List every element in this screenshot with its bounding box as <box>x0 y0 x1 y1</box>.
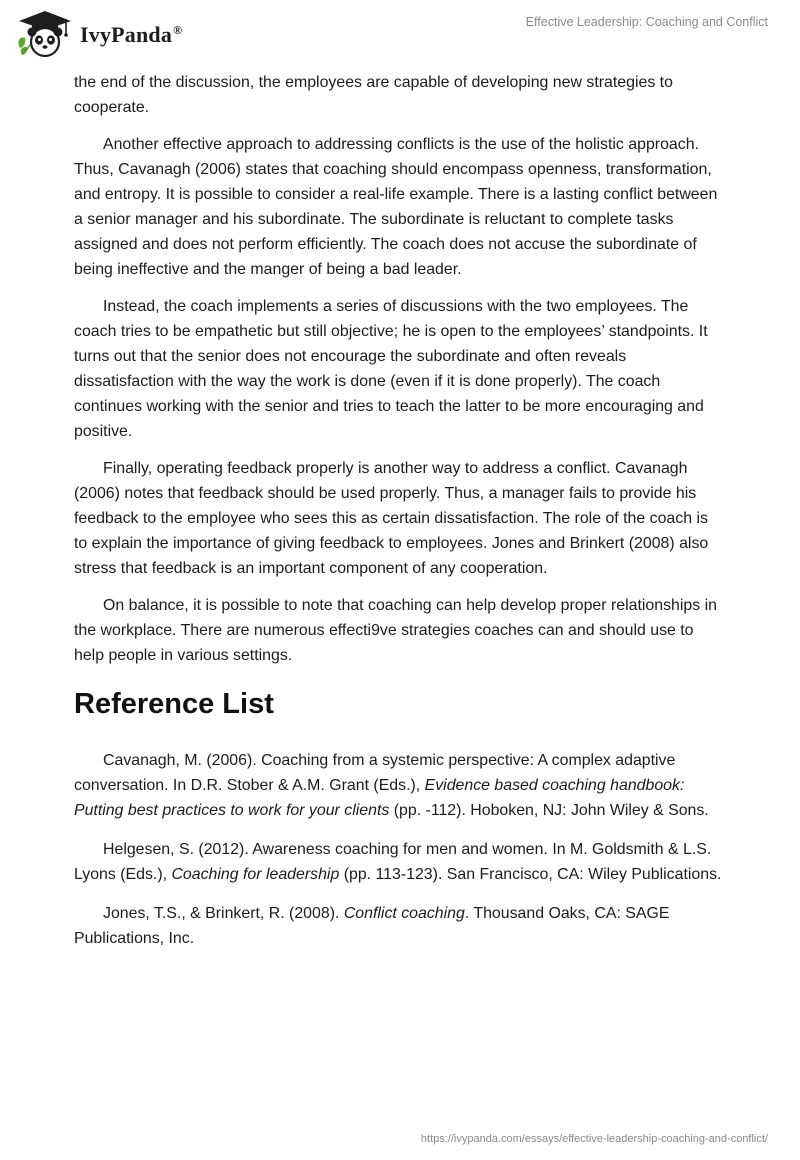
panda-graduate-icon <box>16 8 74 58</box>
body-paragraph: Another effective approach to addressing conflicts is the use of the holistic approach. Thus, Cavanagh (2006) states that coaching should encompass openness, transformation, and entropy. It is possible to consider a real-life example. There is a lasting conflict between a senior manager and his subordinate. The subordinate is reluctant to complete tasks assigned and does not perform efficiently. The coach does not accuse the subordinate of being ineffective and the manger of being a bad leader. <box>74 136 718 278</box>
source-url[interactable]: https://ivypanda.com/essays/effective-leadership-coaching-and-conflict/ <box>420 1133 768 1145</box>
reference-text: Helgesen, S. (2012). Awareness coaching for men and women. In M. Goldsmith & L.S. Lyons (Eds.), <box>74 841 712 883</box>
running-title: Effective Leadership: Coaching and Conflict <box>525 15 768 29</box>
reference-text: (pp. 113-123). San Francisco, CA: Wiley Publications. <box>339 866 722 883</box>
brand-name: IvyPanda® <box>80 22 183 47</box>
reference-text: (pp. -112). Hoboken, NJ: John Wiley & Sons. <box>389 802 709 819</box>
essay-content <box>74 70 724 965</box>
body-paragraph: Instead, the coach implements a series of discussions with the two employees. The coach tries to be empathetic but still objective; he is open to the employees’ standpoints. It turns out that the senior does not encourage the subordinate and often reveals dissatisfaction with the way the work is done (even if it is done properly). The coach continues working with the senior and tries to teach the latter to be more encouraging and positive. <box>74 298 708 440</box>
body-paragraph: On balance, it is possible to note that coaching can help develop proper relationships in the workplace. There are numerous effecti9ve strategies coaches can and should use to help people in various settings. <box>74 597 717 664</box>
reference-text: . Thousand Oaks, CA: SAGE Publications, Inc. <box>74 905 670 947</box>
page-header <box>0 0 800 70</box>
reference-title: Conflict coaching <box>343 905 465 922</box>
reference-text: Cavanagh, M. (2006). Coaching from a systemic perspective: A complex adaptive conversation. In D.R. Stober & A.M. Grant (Eds.), <box>74 752 676 794</box>
reference-text: Jones, T.S., & Brinkert, R. (2008). <box>103 905 344 922</box>
reference-entry <box>74 748 724 823</box>
body-paragraph: the end of the discussion, the employees are capable of developing new strategies to cooperate. <box>74 74 673 116</box>
reference-entry <box>74 837 724 887</box>
reference-title: Coaching for leadership <box>171 866 340 883</box>
ivypanda-logo[interactable] <box>16 8 182 58</box>
reference-entry <box>74 901 724 951</box>
reference-title: Evidence based coaching handbook: Putting best practices to work for your clients <box>74 777 685 819</box>
reference-list-heading: Reference List <box>74 688 274 720</box>
body-paragraph: Finally, operating feedback properly is another way to address a conflict. Cavanagh (2006) notes that feedback should be used properly. Thus, a manager fails to provide his feedback to the employee who sees this as certain dissatisfaction. The role of the coach is to explain the importance of giving feedback to employees. Jones and Brinkert (2008) also stress that feedback is an important component of any cooperation. <box>74 460 709 577</box>
